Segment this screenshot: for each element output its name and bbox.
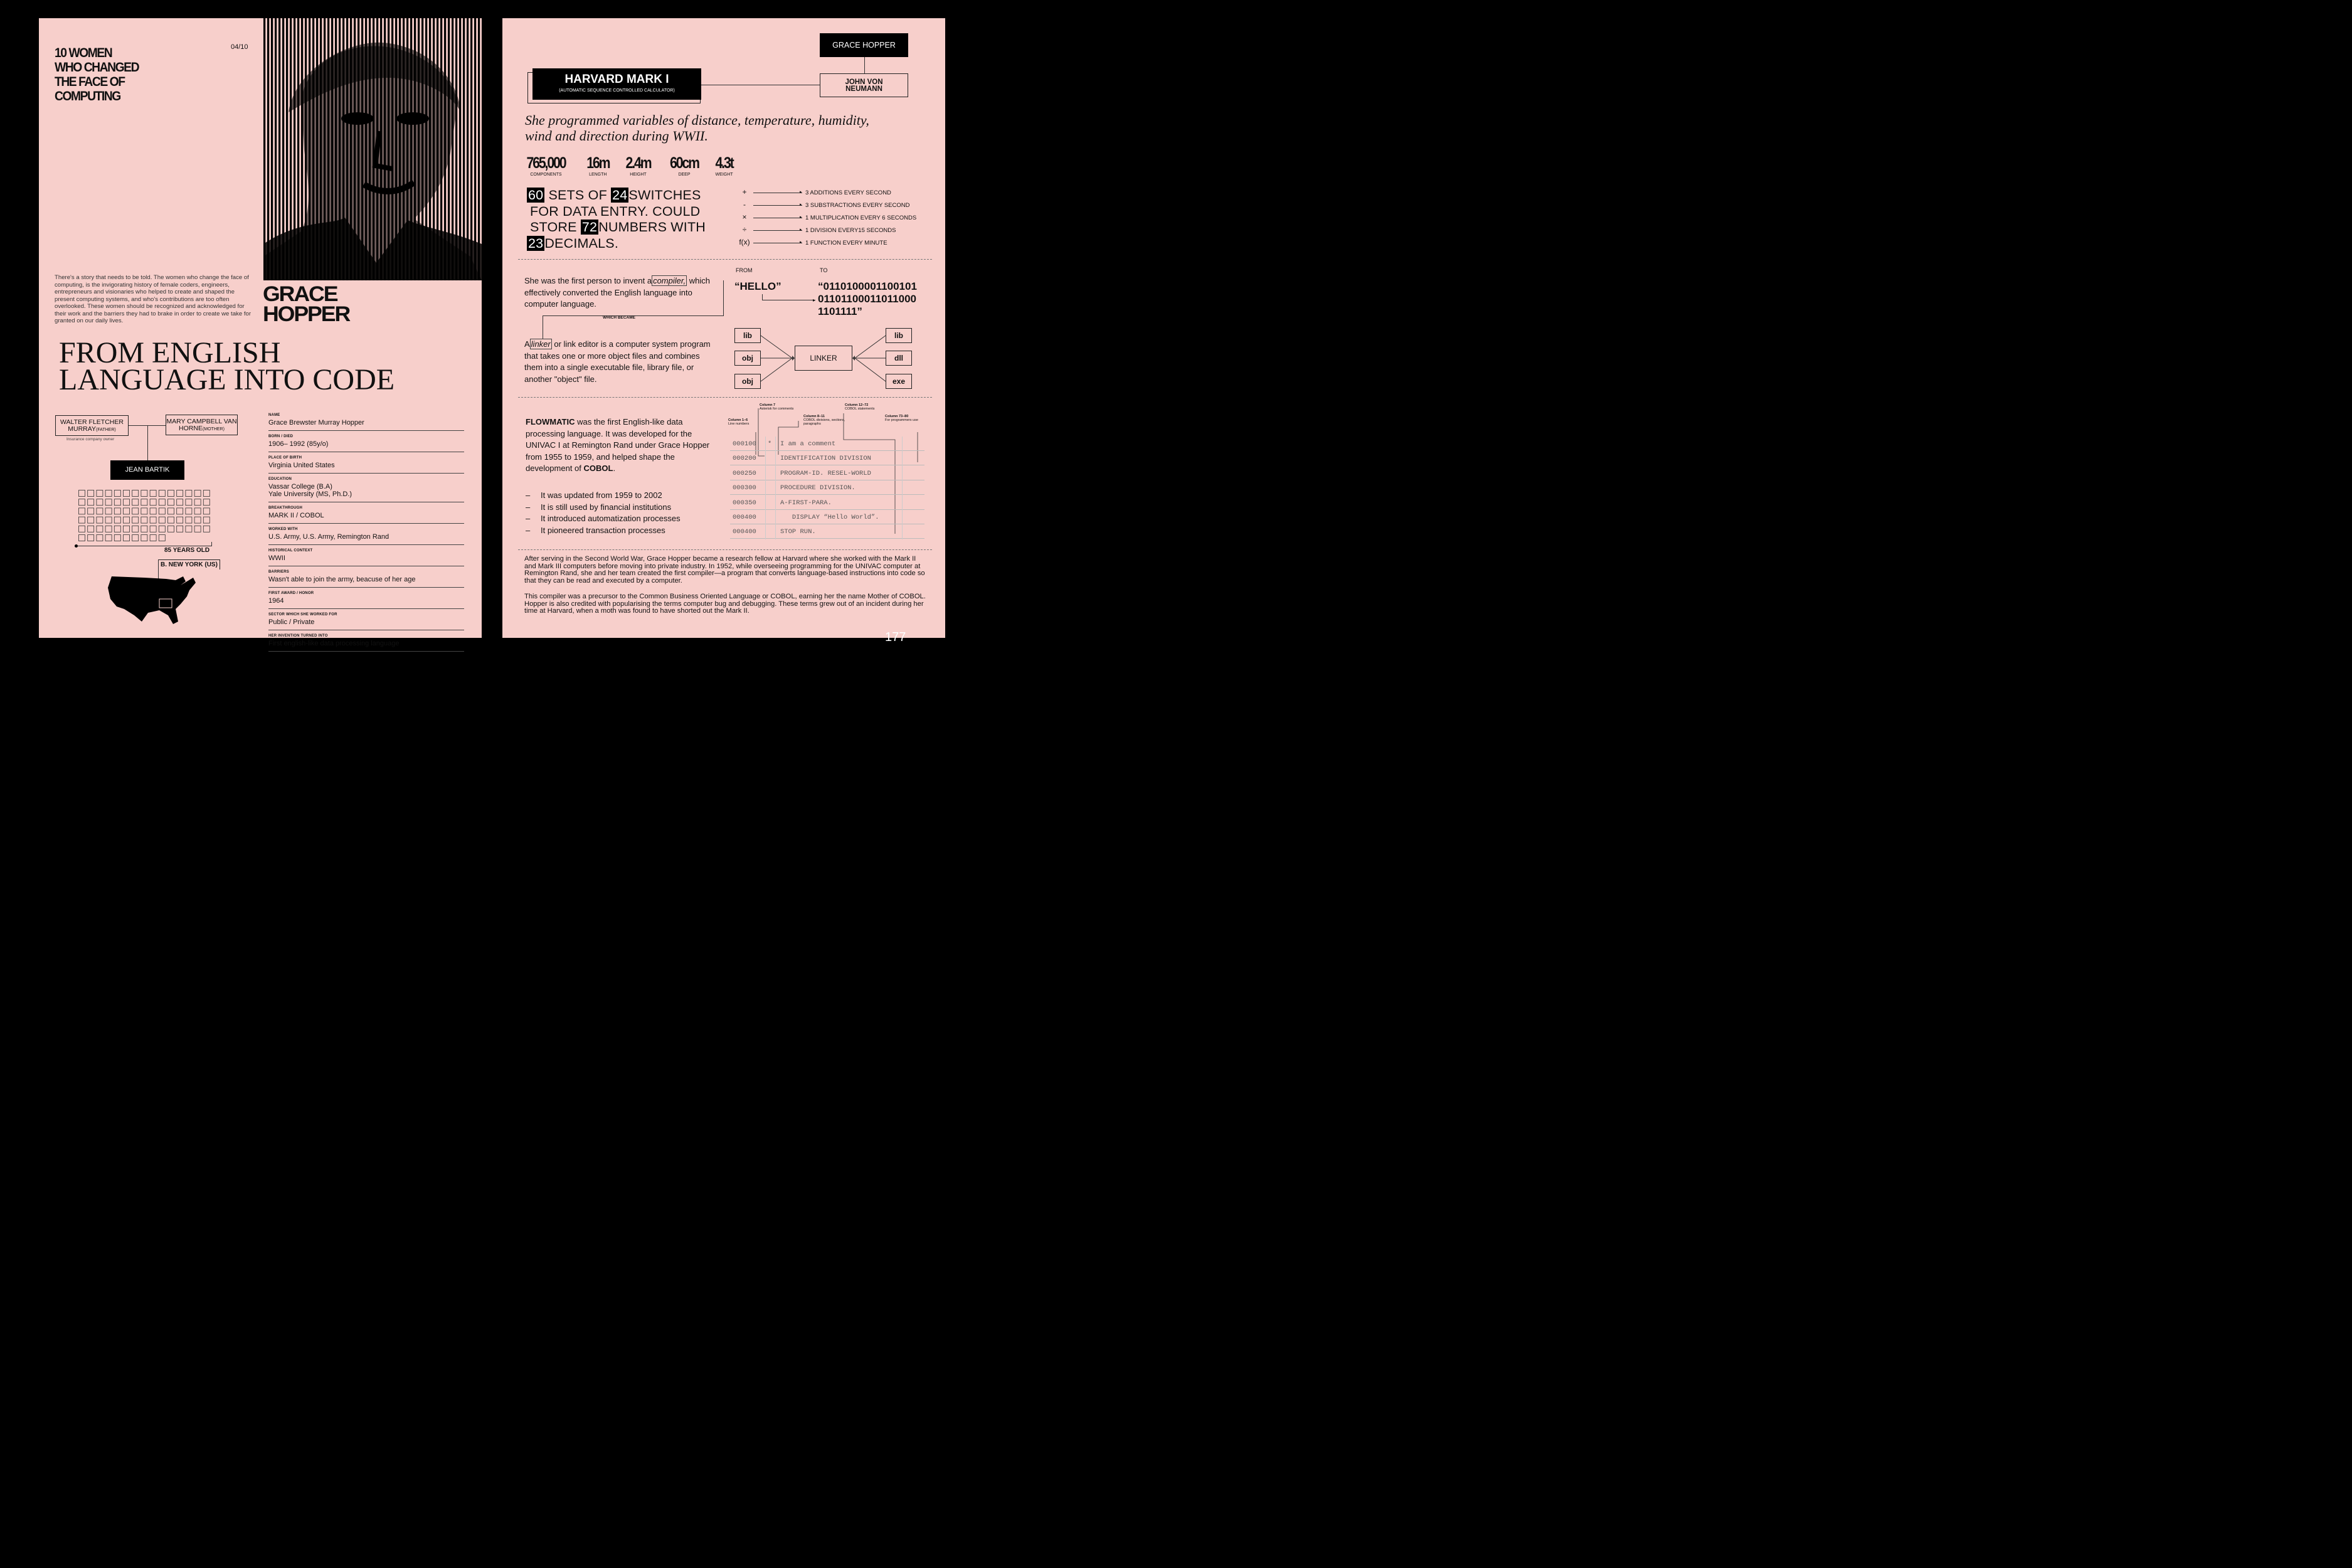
fact-row <box>268 633 464 652</box>
fact-label: SECTOR WHICH SHE WORKED FOR <box>268 613 337 617</box>
linker-input-lib: lib <box>734 328 761 343</box>
code-line-number: 000400 <box>733 514 756 521</box>
year-square <box>105 508 112 514</box>
switches-text: FOR DATA ENTRY. COULD <box>530 203 701 219</box>
year-square <box>124 499 130 506</box>
code-text: IDENTIFICATION DIVISION <box>780 455 871 463</box>
code-text: PROGRAM-ID. RESEL-WORLD <box>780 469 871 477</box>
code-line <box>730 510 924 524</box>
code-annotation-title: Column 7 <box>760 403 776 407</box>
to-value <box>818 280 917 318</box>
from-value: “HELLO” <box>734 280 781 292</box>
linker-paragraph <box>524 339 718 385</box>
stat-item <box>623 155 653 177</box>
code-line-number: 000300 <box>733 484 756 492</box>
years-axis-dot <box>75 544 78 548</box>
linker-text: or link editor is a computer system program that takes one or more object files and combines them into a single executable file, library file, or another "object" file. <box>524 339 711 384</box>
compiler-term: compiler, <box>653 276 686 285</box>
code-column-rule <box>765 437 766 539</box>
stat-label: COMPONENTS <box>530 172 562 177</box>
year-square <box>114 517 120 523</box>
intro-paragraph: There's a story that needs to be told. The women who change the face of computing, is the invigorating history of female coders, engineers, entrepreneurs and visionaries who helped to create and shaped the present computing systems, and who's contributions are too often overlooked. These women should be recognized and acknowledged for their work and the barriers they had to brake in order to create we take for granted on our daily lives. <box>55 274 252 324</box>
year-square <box>88 499 94 506</box>
year-square <box>97 508 103 514</box>
operation-row <box>736 213 936 223</box>
year-square <box>141 517 147 523</box>
year-square <box>79 499 85 506</box>
year-square <box>141 526 147 532</box>
series-title-line: COMPUTING <box>55 89 120 103</box>
bullet-text: It introduced automatization processes <box>541 514 681 523</box>
switches-text: STORE <box>530 220 577 235</box>
code-column-rule <box>902 437 903 539</box>
left-page <box>39 18 482 647</box>
us-map-icon <box>107 571 201 625</box>
year-square <box>141 499 147 506</box>
operation-text: 3 ADDITIONS EVERY SECOND <box>805 189 891 196</box>
year-square <box>97 517 103 523</box>
code-annotation-title: Column 73–80 <box>885 415 909 418</box>
year-square <box>168 526 174 532</box>
year-square <box>186 508 192 514</box>
fact-label: BREAKTHROUGH <box>268 506 303 510</box>
headline-line-2: LANGUAGE INTO CODE <box>59 363 395 396</box>
switches-number-24: 24 <box>612 188 628 203</box>
year-square <box>105 517 112 523</box>
linker-arrows <box>734 327 916 389</box>
year-square <box>132 508 139 514</box>
page-counter: 04/10 <box>231 43 248 51</box>
operation-symbol: - <box>743 200 746 209</box>
fact-label: HER INVENTION TURNED INTO <box>268 634 328 638</box>
linker-center-box: LINKER <box>795 346 852 371</box>
linker-output-dll: dll <box>886 351 912 366</box>
code-annotation-title: Column 1–6 <box>728 418 748 422</box>
headline-line-1: FROM ENGLISH <box>59 336 281 369</box>
fact-value: Grace Brewster Murray Hopper <box>268 419 364 426</box>
portrait-illustration <box>263 18 482 280</box>
linker-term: linker <box>531 339 551 349</box>
bullet-dash: – <box>526 525 531 535</box>
fact-row <box>268 412 464 431</box>
year-square <box>194 508 201 514</box>
year-square <box>150 526 156 532</box>
from-to-arrowhead: ▸ <box>813 297 816 303</box>
operation-symbol: + <box>742 188 747 196</box>
compiler-text: which effectively converted the English language into computer language. <box>524 276 710 309</box>
stat-value: 16m <box>586 154 610 172</box>
divider-2 <box>518 397 932 398</box>
year-square <box>203 517 209 523</box>
stat-value: 4.3t <box>715 154 733 172</box>
stat-label: WEIGHT <box>715 172 733 177</box>
code-annotation-desc: COBOL statements <box>845 407 875 411</box>
switches-statement <box>527 188 740 252</box>
code-text: I am a comment <box>780 440 836 448</box>
years-axis-end <box>211 542 212 546</box>
code-asterisk: * <box>768 440 772 448</box>
year-square <box>168 499 174 506</box>
stat-label: HEIGHT <box>630 172 647 177</box>
bottom-paragraph-2: This compiler was a precursor to the Common Business Oriented Language or COBOL, earning her the name Mother of COBOL. Hopper is also credited with popularising the terms computer bug and debugging. These terms grew out of an incident during her time at Harvard, when a moth was found to have shorted out the Mark II. <box>524 593 926 615</box>
year-square <box>88 535 94 541</box>
year-square <box>114 508 120 514</box>
flowmatic-name: FLOWMATIC <box>526 417 575 426</box>
year-square <box>88 490 94 497</box>
year-square <box>132 526 139 532</box>
code-annotation-title: Column 12–72 <box>845 403 869 407</box>
person-connector <box>864 57 865 73</box>
linker-output-lib: lib <box>886 328 912 343</box>
fact-value: 1964 <box>268 597 284 605</box>
bullet-dash: – <box>526 514 531 523</box>
operation-arrowhead: ▸ <box>800 240 802 245</box>
us-map <box>107 571 201 625</box>
code-annotation-desc: Line numbers <box>728 422 750 426</box>
flowmatic-end: . <box>613 464 616 473</box>
year-square <box>168 490 174 497</box>
year-square <box>159 490 165 497</box>
fact-value: Vassar College (B.A) Yale University (MS, Ph.D.) <box>268 483 352 498</box>
year-square <box>79 508 85 514</box>
year-square <box>132 490 139 497</box>
year-square <box>159 499 165 506</box>
code-text: DISPLAY “Hello World”. <box>780 514 879 521</box>
years-grid-squares <box>78 490 213 544</box>
which-became-label: WHICH BECAME <box>603 315 635 320</box>
year-square <box>124 526 130 532</box>
year-square <box>132 535 139 541</box>
bullet-dash: – <box>526 490 531 500</box>
code-line-number: 000200 <box>733 455 756 463</box>
year-square <box>203 526 209 532</box>
fact-row <box>268 590 464 609</box>
switches-text: NUMBERS WITH <box>598 220 706 235</box>
year-square <box>105 526 112 532</box>
year-square <box>79 517 85 523</box>
page-number: 177 <box>885 630 906 644</box>
father-note: Insurance company owner <box>66 437 115 442</box>
name-logotype-first: GRACE <box>263 282 337 306</box>
portrait-image <box>263 18 482 280</box>
fact-row <box>268 612 464 630</box>
year-square <box>97 535 103 541</box>
year-square <box>132 499 139 506</box>
operation-arrowhead: ▸ <box>800 190 802 194</box>
year-square <box>141 490 147 497</box>
year-square <box>114 526 120 532</box>
code-line <box>730 524 924 539</box>
bullet-text: It was updated from 1959 to 2002 <box>541 490 662 500</box>
year-square <box>159 526 165 532</box>
year-square <box>194 499 201 506</box>
code-line <box>730 451 924 465</box>
linker-text: A <box>524 339 530 349</box>
year-square <box>105 490 112 497</box>
code-line-number: 000350 <box>733 499 756 507</box>
fact-row <box>268 505 464 524</box>
year-square <box>177 499 183 506</box>
mother-box <box>166 415 238 435</box>
year-square <box>159 535 165 541</box>
year-square <box>203 508 209 514</box>
year-square <box>168 517 174 523</box>
machine-title: HARVARD MARK I <box>564 73 669 86</box>
linker-output-exe: exe <box>886 374 912 389</box>
fact-value: MARK II / COBOL <box>268 512 324 519</box>
fact-value: Virginia United States <box>268 462 335 469</box>
fact-value: WWII <box>268 554 285 562</box>
stat-item <box>523 155 569 177</box>
year-square <box>194 490 201 497</box>
year-square <box>124 508 130 514</box>
fact-label: BORN / DIED <box>268 435 294 438</box>
year-square <box>124 517 130 523</box>
machine-box <box>532 68 701 100</box>
year-square <box>177 517 183 523</box>
bullet-item <box>526 513 714 525</box>
colleague-name: JOHN VON NEUMANN <box>845 78 883 93</box>
switches-number-72: 72 <box>581 220 598 235</box>
bullet-dash: – <box>526 502 531 512</box>
bullet-item <box>526 502 714 514</box>
year-square <box>114 490 120 497</box>
fact-label: FIRST AWARD / HONOR <box>268 591 314 595</box>
year-square <box>194 526 201 532</box>
bottom-paragraph-1: After serving in the Second World War, Grace Hopper became a research fellow at Harvard where she worked with the Mark II and Mark III computers before moving into private industry. In 1952, while overseeing programming for the UNIVAC computer at Remington Rand, she and her team created the first compiler—a program that converts language-based instructions into code so that they can be read and executed by a computer. <box>524 555 925 585</box>
fact-row <box>268 455 464 474</box>
cobol-term: COBOL <box>583 464 613 473</box>
flowmatic-bullets <box>526 490 714 536</box>
switches-text: SETS OF <box>548 188 607 203</box>
stat-value: 60cm <box>670 154 699 172</box>
bullet-item <box>526 490 714 502</box>
name-logotype-last: HOPPER <box>263 302 350 326</box>
operation-symbol: f(x) <box>739 238 750 246</box>
operation-text: 3 SUBSTRACTIONS EVERY SECOND <box>805 202 910 209</box>
year-square <box>203 490 209 497</box>
year-square <box>97 526 103 532</box>
code-line <box>730 495 924 510</box>
stat-item <box>714 155 734 177</box>
years-grid <box>78 490 213 544</box>
fact-label: EDUCATION <box>268 477 292 481</box>
year-square <box>114 499 120 506</box>
to-value-line: 01101100011011000 <box>818 293 916 305</box>
birthplace-label: B. NEW YORK (US) <box>158 559 220 569</box>
stat-value: 765,000 <box>526 154 566 172</box>
headline <box>59 336 395 396</box>
right-page <box>502 18 945 638</box>
year-square <box>97 490 103 497</box>
operation-arrow <box>753 230 802 231</box>
code-line <box>730 466 924 480</box>
switches-number-23: 23 <box>528 235 544 251</box>
year-square <box>150 499 156 506</box>
year-square <box>150 535 156 541</box>
operation-row <box>736 238 936 248</box>
stats-row <box>523 155 749 181</box>
fact-value: First english-like data processing language <box>268 640 400 647</box>
year-square <box>177 526 183 532</box>
divider-1 <box>518 259 932 260</box>
year-square <box>124 535 130 541</box>
year-square <box>97 499 103 506</box>
code-line <box>730 437 924 451</box>
bullet-text: It pioneered transaction processes <box>541 525 665 535</box>
fact-label: PLACE OF BIRTH <box>268 456 302 460</box>
series-title-line: 10 WOMEN <box>55 46 112 60</box>
year-square <box>79 490 85 497</box>
fact-row <box>268 569 464 588</box>
year-square <box>150 490 156 497</box>
code-line-number: 000100 <box>733 440 756 448</box>
fact-value: U.S. Army, U.S. Army, Remington Rand <box>268 533 389 541</box>
years-old-label: 85 YEARS OLD <box>164 547 210 554</box>
father-box <box>55 415 129 436</box>
operation-symbol: ÷ <box>742 225 747 234</box>
year-square <box>186 526 192 532</box>
stat-item <box>585 155 612 177</box>
code-annotation-desc: Asterisk for comments <box>760 407 794 411</box>
year-square <box>203 499 209 506</box>
fact-value: 1906– 1992 (85y/o) <box>268 440 329 448</box>
year-square <box>150 508 156 514</box>
series-title-line: WHO CHANGED <box>55 60 139 75</box>
year-square <box>132 517 139 523</box>
year-square <box>88 526 94 532</box>
year-square <box>186 499 192 506</box>
from-to-arrow-down <box>762 294 763 300</box>
year-square <box>194 517 201 523</box>
year-square <box>186 490 192 497</box>
year-square <box>114 535 120 541</box>
year-square <box>141 508 147 514</box>
fact-value: Wasn't able to join the army, beacuse of her age <box>268 576 416 583</box>
mother-tag: (MOTHER) <box>202 427 225 432</box>
compiler-bracket-right <box>723 280 724 315</box>
father-name: WALTER FLETCHER MURRAY <box>60 418 124 433</box>
compiler-text: She was the first person to invent a <box>524 276 652 285</box>
bullet-text: It is still used by financial institutions <box>541 502 672 512</box>
operation-text: 1 FUNCTION EVERY MINUTE <box>805 240 887 246</box>
code-line-number: 000400 <box>733 528 756 536</box>
father-tag: (FATHER) <box>95 428 116 432</box>
series-title <box>55 46 159 103</box>
fact-row <box>268 433 464 452</box>
year-square <box>79 535 85 541</box>
operation-row <box>736 225 936 235</box>
code-annotation-desc: COBOL divisions, sections, paragraphs <box>803 418 845 426</box>
flowmatic-text: was the first English-like data processing language. It was developed for the UNIVAC I at Remington Rand under Grace Hopper from 1955 to 1959, and helped shape the development of <box>526 417 710 473</box>
mother-name: MARY CAMPBELL VAN HORNE <box>166 418 237 432</box>
year-square <box>88 517 94 523</box>
year-square <box>159 517 165 523</box>
year-square <box>105 535 112 541</box>
operation-arrowhead: ▸ <box>800 203 802 207</box>
quote: She programmed variables of distance, temperature, humidity, wind and direction during WWII. <box>525 112 869 144</box>
to-value-line: “0110100001100101 <box>818 280 917 292</box>
year-square <box>150 517 156 523</box>
fact-label: WORKED WITH <box>268 527 298 531</box>
code-text: PROCEDURE DIVISION. <box>780 484 856 492</box>
code-line-number: 000250 <box>733 469 756 477</box>
machine-subtitle: (AUTOMATIC SEQUENCE CONTROLLED CALCULATOR) <box>559 88 675 93</box>
fact-row <box>268 548 464 566</box>
code-text: A-FIRST-PARA. <box>780 499 832 507</box>
code-line <box>730 480 924 495</box>
code-column-rule <box>775 437 776 539</box>
switches-text: DECIMALS. <box>544 235 619 251</box>
linker-input-obj: obj <box>734 351 761 366</box>
stat-label: DEEP <box>678 172 691 177</box>
year-square <box>88 508 94 514</box>
year-square <box>186 517 192 523</box>
stat-value: 2.4m <box>625 154 651 172</box>
fact-row <box>268 526 464 545</box>
code-text: STOP RUN. <box>780 528 816 536</box>
divider-3 <box>518 549 932 550</box>
switches-text: SWITCHES <box>628 188 701 203</box>
operation-arrow <box>753 205 802 206</box>
year-square <box>124 490 130 497</box>
fact-value: Public / Private <box>268 618 315 626</box>
operation-arrowhead: ▸ <box>800 215 802 220</box>
year-square <box>105 499 112 506</box>
operation-arrowhead: ▸ <box>800 228 802 232</box>
fact-row <box>268 476 464 502</box>
operation-row <box>736 200 936 210</box>
to-value-line: 1101111” <box>818 305 862 317</box>
code-annotation-title: Column 8–11 <box>803 415 825 418</box>
operation-text: 1 MULTIPLICATION EVERY 6 SECONDS <box>805 215 917 221</box>
person-box: GRACE HOPPER <box>820 33 908 57</box>
bullet-item <box>526 525 714 537</box>
year-square <box>168 508 174 514</box>
to-label: TO <box>820 267 828 273</box>
operation-text: 1 DIVISION EVERY15 SECONDS <box>805 227 896 234</box>
name-logotype <box>263 284 349 324</box>
series-title-line: THE FACE OF <box>55 75 125 89</box>
year-square <box>79 526 85 532</box>
fact-label: BARRIERS <box>268 570 289 574</box>
fact-label: HISTORICAL CONTEXT <box>268 549 313 553</box>
operation-row <box>736 188 936 198</box>
child-box: JEAN BARTIK <box>110 460 184 480</box>
stat-label: LENGTH <box>589 172 607 177</box>
switches-number-60: 60 <box>528 188 544 203</box>
linker-input-obj: obj <box>734 374 761 389</box>
year-square <box>177 490 183 497</box>
year-square <box>141 535 147 541</box>
linker-diagram <box>734 327 916 389</box>
stat-item <box>667 155 701 177</box>
fact-label: NAME <box>268 413 280 417</box>
colleague-box <box>820 73 908 97</box>
code-annotation-desc: For programmers use <box>885 418 918 422</box>
flowmatic-paragraph <box>526 416 715 475</box>
compiler-paragraph <box>524 275 721 310</box>
operation-symbol: × <box>742 213 747 221</box>
from-label: FROM <box>736 267 753 273</box>
year-square <box>177 508 183 514</box>
year-square <box>159 508 165 514</box>
child-connector <box>147 425 148 461</box>
